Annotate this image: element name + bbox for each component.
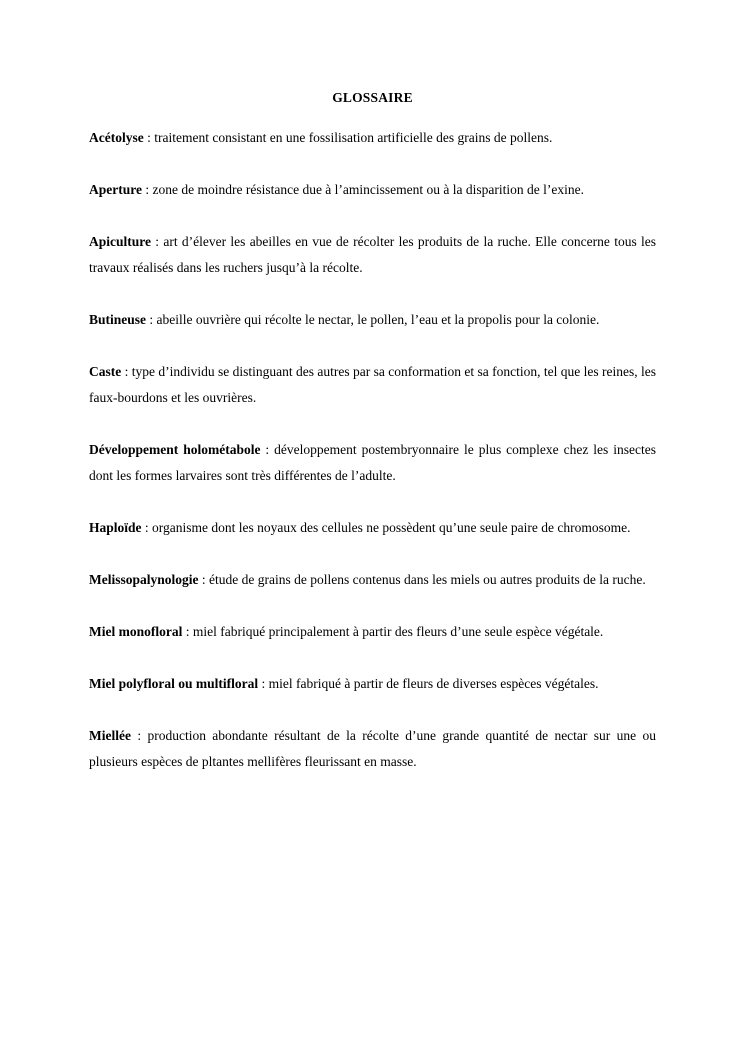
glossary-definition: : développement postembryonnaire le plus complexe chez les insectes dont les formes larvaires sont très différentes de l’adulte. <box>89 442 657 483</box>
page-title: GLOSSAIRE <box>332 90 413 105</box>
glossary-term: Apiculture <box>89 234 152 249</box>
glossary-entry <box>89 177 656 203</box>
glossary-entry <box>89 307 656 333</box>
glossary-entry <box>89 125 656 151</box>
glossary-entry <box>89 567 656 593</box>
glossary-term: Miellée <box>89 728 131 743</box>
glossary-definition: : art d’élever les abeilles en vue de récolter les produits de la ruche. Elle concerne tous les travaux réalisés dans les ruchers jusqu’à la récolte. <box>89 234 656 275</box>
glossary-entry <box>89 515 656 541</box>
glossary-entry <box>89 619 656 645</box>
glossary-term: Caste <box>89 364 122 379</box>
glossary-term: Aperture <box>89 182 142 197</box>
glossary-term: Melissopalynologie <box>89 572 199 587</box>
glossary-entry <box>89 437 656 489</box>
glossary-term: Acétolyse <box>89 130 144 145</box>
glossary-definition: : zone de moindre résistance due à l’amincissement ou à la disparition de l’exine. <box>142 182 584 197</box>
glossary-definition: : production abondante résultant de la récolte d’une grande quantité de nectar sur une ou plusieurs espèces de pltantes mellifères fleurissant en masse. <box>89 728 656 769</box>
glossary-term: Miel monofloral <box>89 624 183 639</box>
glossary-entry <box>89 671 656 697</box>
glossary-term: Haploïde <box>89 520 142 535</box>
glossary-definition: : type d’individu se distinguant des autres par sa conformation et sa fonction, tel que les reines, les faux-bourdons et les ouvrières. <box>89 364 656 405</box>
glossary-definition: : abeille ouvrière qui récolte le nectar, le pollen, l’eau et la propolis pour la colonie. <box>146 312 600 327</box>
glossary-term: Développement holométabole <box>89 442 261 457</box>
glossary-entry <box>89 723 656 775</box>
glossary-term: Butineuse <box>89 312 147 327</box>
glossary-term: Miel polyfloral ou multifloral <box>89 676 259 691</box>
glossary-definition: : miel fabriqué à partir de fleurs de diverses espèces végétales. <box>258 676 599 691</box>
glossary-entry <box>89 359 656 411</box>
glossary-definition: : traitement consistant en une fossilisation artificielle des grains de pollens. <box>143 130 553 145</box>
glossary-list <box>89 125 656 801</box>
glossary-definition: : organisme dont les noyaux des cellules ne possèdent qu’une seule paire de chromosome. <box>141 520 631 535</box>
glossary-entry <box>89 229 656 281</box>
glossary-definition: : étude de grains de pollens contenus dans les miels ou autres produits de la ruche. <box>198 572 646 587</box>
glossary-definition: : miel fabriqué principalement à partir des fleurs d’une seule espèce végétale. <box>182 624 604 639</box>
